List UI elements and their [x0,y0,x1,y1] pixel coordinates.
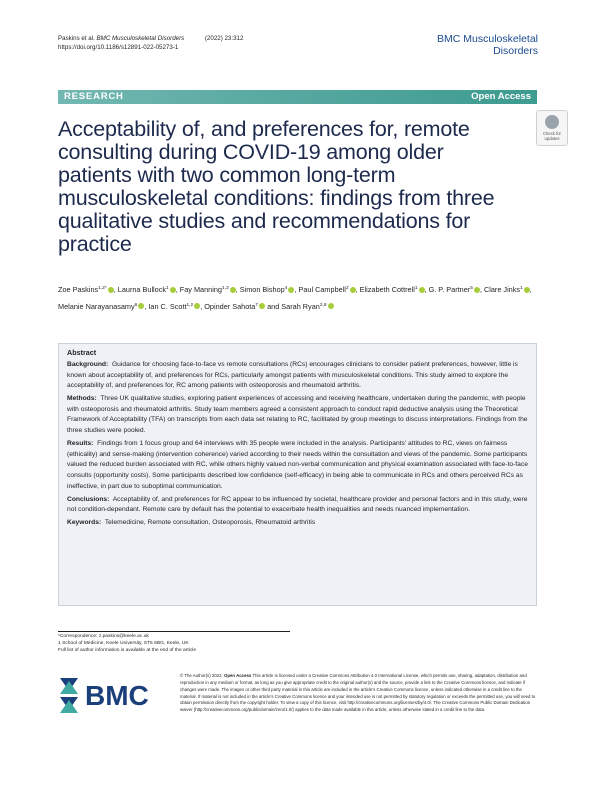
abstract-results [67,439,528,492]
author-name: G. P. Partner [428,285,471,294]
citation-volume: (2022) 23:312 [204,35,244,42]
abstract-keywords [67,518,528,529]
license-statement [180,673,537,714]
article-title: Acceptability of, and preferences for, remote consulting during COVID-19 among older patients with two common long-term musculoskeletal conditions: findings from three qualitative studies and recommendations for practice [58,117,495,256]
author-affiliation: 1,2 [186,302,194,308]
orcid-icon[interactable] [328,303,334,309]
check-for-updates-label [543,131,561,141]
author-list: Zoe Paskins$^{1,2*}$ , Laurna Bullock$^1$ , Fay Manning$^{1,3}$ , Simon Bishop$^4$ , Paul Campbell$^2$ , Elizabeth Cottrell$^1$ , G. P. Partner$^5$ , Clare Jinks$^1$ , Melanie Narayanasamy$^6$ , Ian C. Scott$^{1,2}$ , Opinder Sahota$^7$ and Sarah Ryan$^{2,8}$ [58,285,532,311]
bmc-logo-shape-2 [60,681,78,694]
orcid-icon[interactable] [350,287,356,293]
affiliation-note: 1 School of Medicine, Keele University, ST5 5BG, Keele, UK [58,640,189,646]
author-item [281,302,333,311]
citation-header [58,34,243,52]
check-for-updates-line1: Check for [543,131,561,136]
author-name: Melanie Narayanasamy [58,301,135,311]
journal-name-line2: Disorders [493,45,538,57]
check-for-updates-line2: updates [544,136,560,141]
check-for-updates-icon [545,115,559,129]
orcid-icon[interactable] [419,287,425,293]
author-name: Ian C. Scott [148,301,187,311]
author-affiliation: 7 [255,302,259,308]
author-affiliation: 1,3 [221,286,229,291]
article-type-banner [58,90,537,104]
author-affiliation: 4 [284,286,288,291]
abstract-keywords-label: Keywords: [67,519,102,527]
author-name: Fay Manning [179,285,222,294]
bmc-logo-icon [58,672,168,716]
orcid-icon[interactable] [288,287,294,293]
author-affiliation: 1,2* [98,286,107,291]
abstract-background-label: Background: [67,361,109,368]
author-name: Simon Bishop [239,285,285,294]
author-name: Zoe Paskins [58,285,99,294]
author-affiliation: 1 [520,286,523,291]
author-item [58,302,144,311]
author-name: Clare Jinks [483,285,521,294]
orcid-icon[interactable] [108,287,114,293]
correspondence-note: *Correspondence: z.paskins@keele.ac.uk [58,634,149,639]
orcid-icon[interactable] [170,287,176,293]
citation-line [58,34,243,43]
author-name: Paul Campbell [298,285,346,294]
author-item [484,285,530,294]
license-body: This article is licensed under a Creative Commons Attribution 4.0 International License, which permits use, sharing, adaptation, distribution and reproduction in any medium or format, as long as you give appropriate credit to the original author(s) and the source, provide a link to the Creative Commons licence, and indicate if changes were made. The images or other third party material in this article are included in the article's Creative Commons licence, unless indicated otherwise in a credit line to the material. If material is not included in the article's Creative Commons licence and your intended use is not permitted by statutory regulation or exceeds the permitted use, you will need to obtain permission directly from the copyright holder. To view a copy of this licence, visit http://creativecommons.org/licenses/by/4.0/. The Creative Commons Public Domain Dedication waiver (http://creativecommons.org/publicdomain/zero/1.0/) applies to the data made available in this article, unless otherwise stated in a credit line to the data. [180,673,536,713]
author-affiliation: 5 [470,286,473,291]
author-item [240,285,295,294]
citation-authors: Paskins et al. [58,35,95,42]
orcid-icon[interactable] [194,303,200,309]
author-name: Sarah Ryan [281,301,320,311]
abstract-box [58,343,537,606]
abstract-methods [67,394,528,436]
abstract-conclusions [67,495,528,516]
orcid-icon[interactable] [230,287,236,293]
author-affiliation: 1 [414,286,418,291]
author-affiliation: 6 [134,302,138,308]
abstract-keywords-text: Telemedicine, Remote consultation, Osteoporosis, Rheumatoid arthritis [104,519,316,527]
abstract-conclusions-text: Acceptability of, and preferences for RC appear to be influenced by societal, healthcare provider and personal factors and in this study, were not condition-dependant. Remote care by default has the potential to exacerbate health inequalities and needs nuanced implementation. [67,495,528,514]
abstract-background-text: Guidance for choosing face-to-face vs remote consultations (RCs) encourages clinicians to consider patient preferences, however, little is known about acceptability of, and preferences for RCs, particularly amongst patients with musculoskeletal conditions. This study aimed to explore the acceptability of, and preferences for, RC among patients with osteoporosis and rheumatoid arthritis. [67,361,518,390]
abstract-conclusions-label: Conclusions: [67,495,110,503]
author-item [180,285,236,294]
author-affiliation: 2 [345,286,349,291]
footnotes [58,631,290,654]
author-name: Laurna Bullock [117,285,167,294]
article-type-label: RESEARCH [64,91,124,102]
abstract-methods-text: Three UK qualitative studies, exploring patient experiences of accessing and receiving healthcare, undertaken during the pandemic, with people with osteoporosis and rheumatoid arthritis. Study team members agreed a consistent approach to conduct rapid deductive analysis using the Theoretical Framework of Acceptability (TFA) on transcripts from each data set relating to RC, facilitated by group meetings to discuss interpretations. Findings from the three studies were pooled. [67,395,528,435]
author-item [58,285,114,294]
doi-link[interactable]: https://doi.org/10.1186/s12891-022-05273-1 [58,44,179,51]
author-affiliation: 1 [166,286,169,291]
author-info-note: Full list of author information is available at the end of the article [58,647,197,653]
author-item [204,302,265,311]
bmc-logo-shape-4 [60,700,78,713]
author-name: Opinder Sahota [204,301,256,311]
license-copyright: © The Author(s) 2022. [180,673,223,678]
journal-name [437,33,538,57]
abstract-results-text: Findings from 1 focus group and 64 interviews with 35 people were included in the analysis. Participants' attitudes to RC, views on fairness (ethicality) and sense-making (intervention coherence) varied according to their needs within the consultation and views of the pandemic. Some participants valued the reduced burden associated with RC, while others highly valued non-verbal communication and physical examination associated with face-to-face consults (opportunity costs). Some participants described low confidence (self-efficacy) in being able to communicate in RCs and others perceived RCs as ineffective, in part due to suboptimal communication. [67,440,528,490]
abstract-heading: Abstract [67,348,97,357]
orcid-icon[interactable] [474,287,480,293]
author-item [429,285,480,294]
orcid-icon[interactable] [138,303,144,309]
author-item [360,285,425,294]
author-affiliation: 2,8 [319,302,327,308]
citation-journal: BMC Musculoskeletal Disorders [96,35,185,42]
author-item [118,285,176,294]
license-open-access: Open Access [223,673,252,678]
author-item [148,302,200,311]
author-name: Elizabeth Cottrell [359,285,415,294]
orcid-icon[interactable] [259,303,265,309]
orcid-icon[interactable] [524,287,530,293]
bmc-logo-text: BMC [85,680,149,711]
check-for-updates-badge[interactable] [536,110,568,146]
abstract-results-label: Results: [67,440,94,448]
author-item [298,285,355,294]
open-access-label: Open Access [471,91,531,102]
abstract-methods-label: Methods: [67,395,97,403]
abstract-background [67,360,528,392]
journal-name-line1: BMC Musculoskeletal [437,33,538,45]
